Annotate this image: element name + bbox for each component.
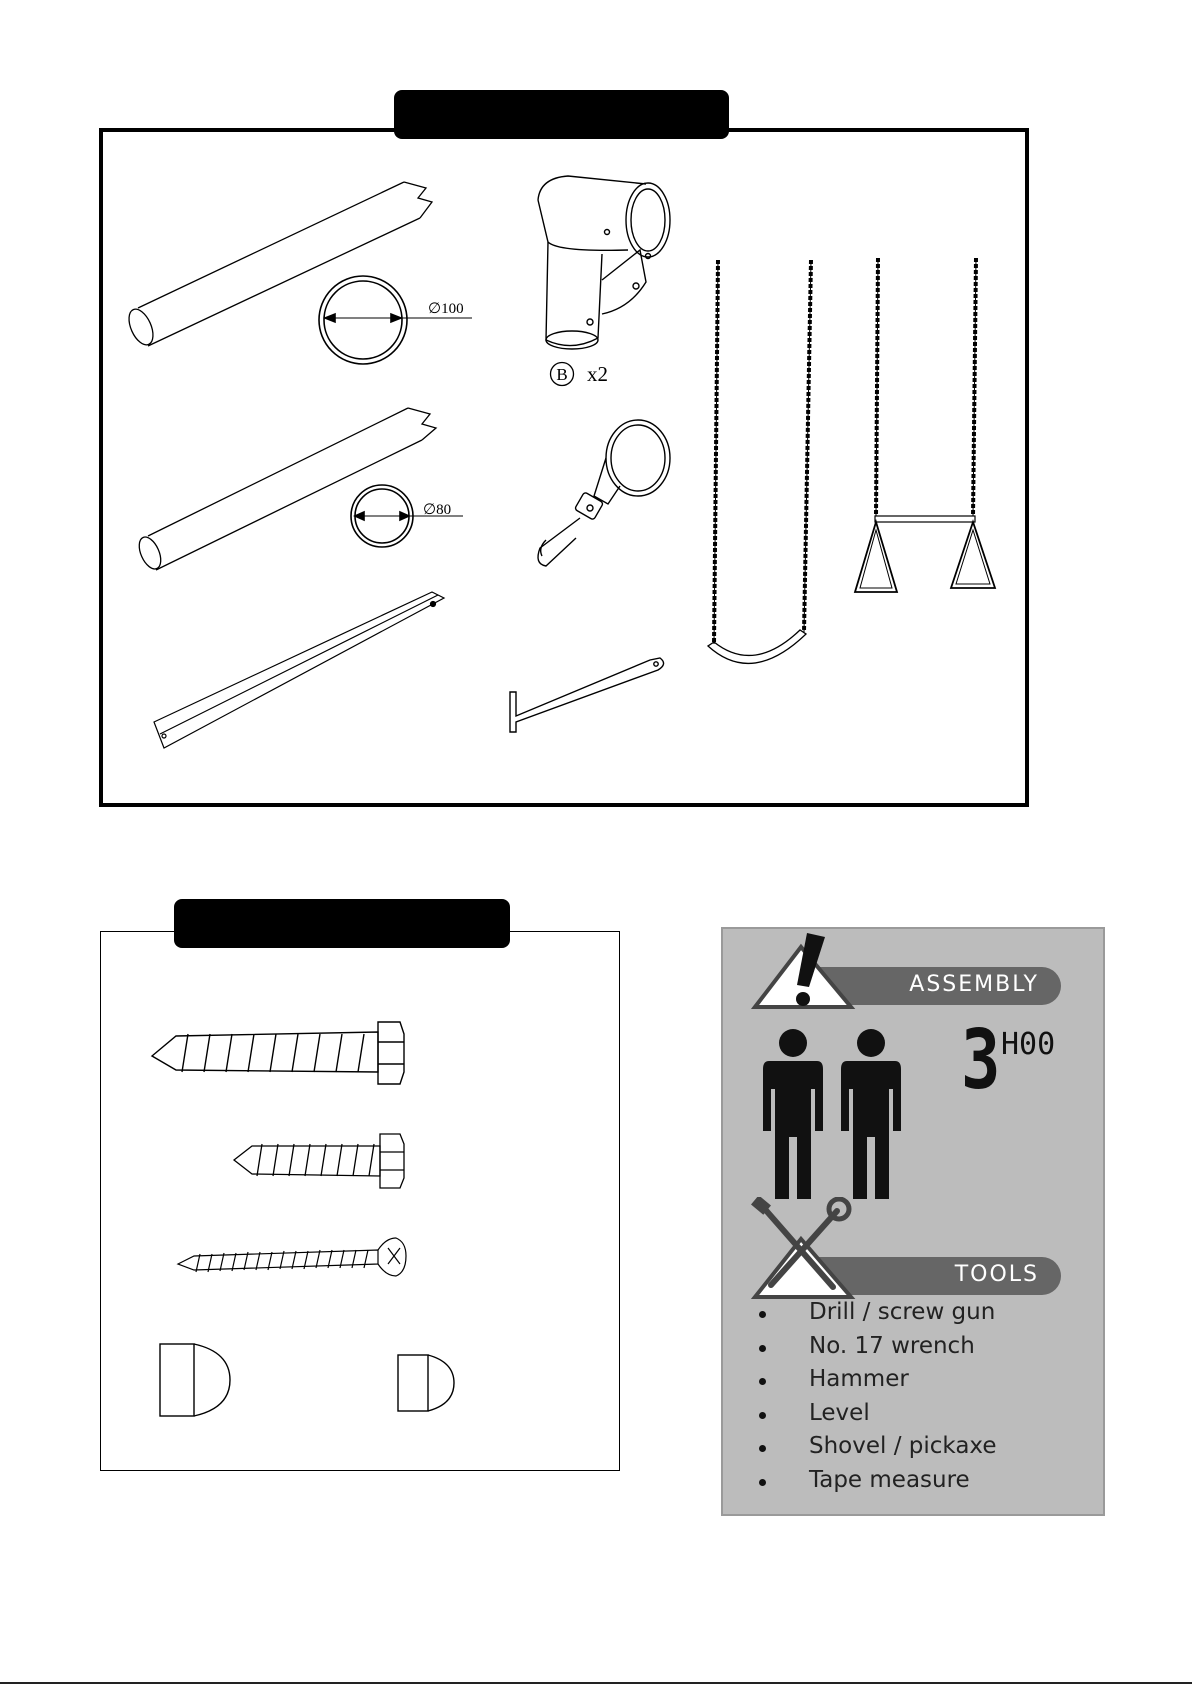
hardware-panel-title-bar bbox=[174, 899, 510, 948]
tool-item-label: No. 17 wrench bbox=[809, 1332, 975, 1359]
svg-text:B: B bbox=[556, 365, 568, 384]
wood-screw-drawing bbox=[174, 1234, 414, 1284]
tool-item bbox=[757, 1366, 996, 1400]
flat-brace-drawing bbox=[150, 584, 460, 754]
tool-item bbox=[757, 1299, 996, 1333]
tool-item bbox=[757, 1333, 996, 1367]
l-bracket-drawing bbox=[502, 656, 672, 736]
tools-label: TOOLS bbox=[954, 1262, 1039, 1287]
assembly-info-card bbox=[721, 927, 1105, 1516]
assembly-label: ASSEMBLY bbox=[909, 972, 1039, 997]
tool-item bbox=[757, 1400, 996, 1434]
bullet-icon bbox=[759, 1378, 766, 1385]
tool-item bbox=[757, 1433, 996, 1467]
large-pipe-diameter-label: ∅100 bbox=[428, 301, 464, 317]
large-cap-nut-drawing bbox=[158, 1340, 232, 1420]
parts-panel-title-bar bbox=[394, 90, 729, 139]
tool-item-label: Level bbox=[809, 1399, 870, 1426]
tool-item-label: Tape measure bbox=[809, 1466, 970, 1493]
t-connector-quantity: x2 bbox=[587, 362, 608, 386]
duration-value: 3 bbox=[961, 1013, 1001, 1108]
small-pipe-section bbox=[348, 484, 468, 554]
part-b-circle-icon bbox=[549, 361, 575, 387]
tool-item bbox=[757, 1467, 996, 1501]
bullet-icon bbox=[759, 1345, 766, 1352]
tool-item-label: Hammer bbox=[809, 1366, 909, 1392]
swing-seat-drawing bbox=[700, 254, 830, 684]
bullet-icon bbox=[759, 1311, 766, 1318]
small-lag-screw-drawing bbox=[230, 1130, 410, 1192]
tools-icon bbox=[749, 1197, 861, 1301]
small-cap-nut-drawing bbox=[396, 1352, 456, 1414]
tools-list bbox=[757, 1299, 996, 1500]
large-pipe-section bbox=[318, 270, 478, 370]
trapeze-bar-drawing bbox=[845, 254, 1005, 604]
t-connector-drawing bbox=[528, 170, 698, 360]
bullet-icon bbox=[759, 1412, 766, 1419]
large-lag-screw-drawing bbox=[148, 1014, 408, 1092]
tool-item-label: Shovel / pickaxe bbox=[809, 1433, 997, 1459]
bullet-icon bbox=[759, 1479, 766, 1486]
page-bottom-rule bbox=[0, 1682, 1192, 1684]
tool-item-label: Drill / screw gun bbox=[809, 1299, 996, 1325]
swing-hanger-drawing bbox=[532, 416, 682, 574]
warning-icon bbox=[749, 929, 859, 1011]
two-person-icon bbox=[757, 1029, 917, 1201]
bullet-icon bbox=[759, 1445, 766, 1452]
duration-unit: H00 bbox=[1001, 1027, 1056, 1062]
small-pipe-diameter-label: ∅80 bbox=[423, 502, 452, 518]
